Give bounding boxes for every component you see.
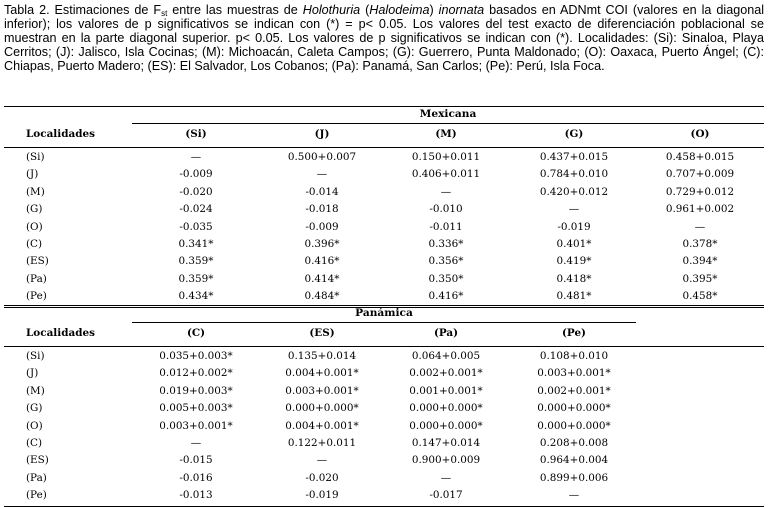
table-cell: -0.020 <box>179 185 213 198</box>
table-cell: -0.015 <box>179 454 213 467</box>
column-header: (O) <box>690 128 710 140</box>
table-cell: 0.135+0.014 <box>287 350 357 362</box>
group-rule <box>132 123 764 124</box>
table-cell: 0.000+0.000* <box>537 419 611 432</box>
group-rule <box>132 322 636 323</box>
table-cell: 0.350* <box>428 272 464 285</box>
row-label: (C) <box>26 238 43 250</box>
caption-subgenus: Halodeima <box>369 3 430 17</box>
row-label: (Pa) <box>26 272 47 285</box>
table-cell: 0.108+0.010 <box>539 350 609 362</box>
table-cell: 0.395* <box>682 272 718 285</box>
table-cell: 0.122+0.011 <box>287 437 357 449</box>
table-cell: -0.016 <box>179 471 213 484</box>
table-cell: 0.356* <box>428 255 464 268</box>
table-row <box>4 452 764 469</box>
table-cell: 0.481* <box>556 290 592 303</box>
row-label: (Si) <box>26 151 45 163</box>
table-cell: 0.401* <box>556 238 592 250</box>
header-rule <box>4 346 764 347</box>
table-cell: -0.011 <box>429 220 463 233</box>
table-cell: 0.000+0.000* <box>285 402 359 415</box>
group-header: Panámica <box>355 307 413 319</box>
row-label: (J) <box>26 367 39 380</box>
row-header: Localidades <box>26 128 95 140</box>
group-header: Mexicana <box>419 108 477 120</box>
row-label: (C) <box>26 437 43 449</box>
table-cell: 0.002+0.001* <box>537 384 611 397</box>
table-row <box>4 435 764 452</box>
table-cell: — <box>694 220 706 233</box>
table-cell: -0.018 <box>305 203 339 216</box>
table-cell: 0.000+0.000* <box>409 402 483 415</box>
table-cell: -0.017 <box>429 489 463 502</box>
column-header: (C) <box>186 327 206 339</box>
table-row <box>4 201 764 218</box>
table-cell: 0.414* <box>304 272 340 285</box>
column-header: (Pe) <box>562 327 586 339</box>
table-cell: — <box>190 437 202 449</box>
table-cell: -0.009 <box>305 220 339 233</box>
table-cell: 0.458+0.015 <box>665 151 735 163</box>
table-cell: -0.013 <box>179 489 213 502</box>
table-cell: -0.020 <box>305 471 339 484</box>
table-cell: 0.378* <box>682 238 718 250</box>
table-cell: — <box>316 454 328 467</box>
table-cell: 0.396* <box>304 238 340 250</box>
table-row <box>4 487 764 504</box>
table-cell: 0.003+0.001* <box>537 367 611 380</box>
table-cell: 0.019+0.003* <box>159 384 233 397</box>
row-label: (Pe) <box>26 290 47 303</box>
table-row <box>4 166 764 183</box>
table-cell: 0.458* <box>682 290 718 303</box>
caption-genus: Holothuria <box>302 3 361 17</box>
table-top-rule <box>4 305 764 306</box>
table-cell: 0.004+0.001* <box>285 419 359 432</box>
row-header: Localidades <box>26 327 95 339</box>
table-cell: 0.003+0.001* <box>285 384 359 397</box>
table-row <box>4 365 764 382</box>
table-row <box>4 219 764 236</box>
column-header: (Si) <box>185 128 207 140</box>
table-cell: — <box>440 185 452 198</box>
table-cell: 0.336* <box>428 238 464 250</box>
table-row <box>4 470 764 487</box>
table-row <box>4 400 764 417</box>
table-row <box>4 288 764 305</box>
row-label: (M) <box>26 384 45 397</box>
table-cell: 0.437+0.015 <box>539 151 609 163</box>
caption-text: ( <box>360 3 370 17</box>
table-row <box>4 418 764 435</box>
table-cell: 0.964+0.004 <box>539 454 609 467</box>
row-label: (O) <box>26 419 43 432</box>
table-row <box>4 253 764 270</box>
table-row <box>4 271 764 288</box>
table-top-rule <box>4 106 764 107</box>
table-cell: 0.729+0.012 <box>665 185 735 198</box>
column-header: (M) <box>435 128 457 140</box>
row-label: (ES) <box>26 255 49 268</box>
table-cell: 0.035+0.003* <box>159 350 233 362</box>
caption-text: ) <box>429 3 439 17</box>
table-cell: -0.019 <box>557 220 591 233</box>
table-cell: 0.005+0.003* <box>159 402 233 415</box>
table-cell: 0.359* <box>178 255 214 268</box>
table-cell: 0.147+0.014 <box>411 437 481 449</box>
table-cell: — <box>568 203 580 216</box>
row-label: (Pe) <box>26 489 47 502</box>
column-header: (Pa) <box>433 327 459 339</box>
table-row <box>4 348 764 365</box>
row-label: (Si) <box>26 350 45 362</box>
table-cell: -0.024 <box>179 203 213 216</box>
table-cell: -0.035 <box>179 220 213 233</box>
caption-species: inornata <box>438 3 485 17</box>
table-cell: 0.420+0.012 <box>539 185 609 198</box>
table-cell: 0.341* <box>178 238 214 250</box>
table-cell: 0.784+0.010 <box>539 168 609 181</box>
table-cell: -0.014 <box>305 185 339 198</box>
table-cell: 0.004+0.001* <box>285 367 359 380</box>
table-cell: 0.064+0.005 <box>411 350 481 362</box>
table-cell: 0.208+0.008 <box>539 437 609 449</box>
table-cell: -0.009 <box>179 168 213 181</box>
table-cell: — <box>568 489 580 502</box>
table-cell: -0.010 <box>429 203 463 216</box>
table-row <box>4 184 764 201</box>
column-header: (J) <box>314 128 330 140</box>
row-label: (M) <box>26 185 45 198</box>
table-cell: 0.359* <box>178 272 214 285</box>
table-row <box>4 149 764 166</box>
table-cell: 0.419* <box>556 255 592 268</box>
table-cell: — <box>440 471 452 484</box>
table-cell: 0.707+0.009 <box>665 168 735 181</box>
table-row <box>4 383 764 400</box>
table-cell: 0.961+0.002 <box>665 203 735 216</box>
column-header: (ES) <box>309 327 335 339</box>
table-cell: 0.899+0.006 <box>539 471 609 484</box>
table-cell: -0.019 <box>305 489 339 502</box>
table-cell: 0.012+0.002* <box>159 367 233 380</box>
caption-text: Tabla 2. Estimaciones de F <box>4 3 162 17</box>
table-cell: 0.000+0.000* <box>409 419 483 432</box>
row-label: (J) <box>26 168 39 181</box>
table-caption <box>4 3 764 73</box>
caption-text: entre las muestras de <box>167 3 303 17</box>
table-cell: 0.394* <box>682 255 718 268</box>
table-cell: 0.900+0.009 <box>411 454 481 467</box>
caption-text: basados en ADNmt COI (valores en la diagonal inferior); los valores de p significativos se indican con (*) = p< 0.05. Los valores del test exacto de diferenciación poblacional se muestran en la parte diagonal superior. p< 0.05. Los valores de p significativos se indican con (*). Localidades: (Si): Sinaloa, Playa Cerritos; (J): Jalisco, Isla Cocinas; (M): Michoacán, Caleta Campos; (G): Guerrero, Punta Maldonado; (O): Oaxaca, Puerto Ángel; (C): Chiapas, Puerto Madero; (ES): El Salvador, Los Cobanos; (Pa): Panamá, San Carlos; (Pe): Perú, Isla Foca. <box>4 3 765 73</box>
column-header: (G) <box>564 128 584 140</box>
table-cell: 0.150+0.011 <box>411 151 481 163</box>
table-cell: 0.416* <box>304 255 340 268</box>
table-row <box>4 236 764 253</box>
row-label: (G) <box>26 402 43 415</box>
row-label: (Pa) <box>26 471 47 484</box>
table-cell: 0.000+0.000* <box>537 402 611 415</box>
table-cell: 0.002+0.001* <box>409 367 483 380</box>
caption-subscript: st <box>161 9 168 18</box>
table-cell: 0.416* <box>428 290 464 303</box>
table-cell: 0.001+0.001* <box>409 384 483 397</box>
row-label: (O) <box>26 220 43 233</box>
header-rule <box>4 147 764 148</box>
table-cell: 0.484* <box>304 290 340 303</box>
table-cell: 0.406+0.011 <box>411 168 481 181</box>
table-cell: 0.418* <box>556 272 592 285</box>
table-cell: 0.500+0.007 <box>287 151 357 163</box>
table-cell: — <box>316 168 328 181</box>
table-cell: 0.003+0.001* <box>159 419 233 432</box>
table-cell: 0.434* <box>178 290 214 303</box>
row-label: (ES) <box>26 454 49 467</box>
table-cell: — <box>190 151 202 163</box>
row-label: (G) <box>26 203 43 216</box>
